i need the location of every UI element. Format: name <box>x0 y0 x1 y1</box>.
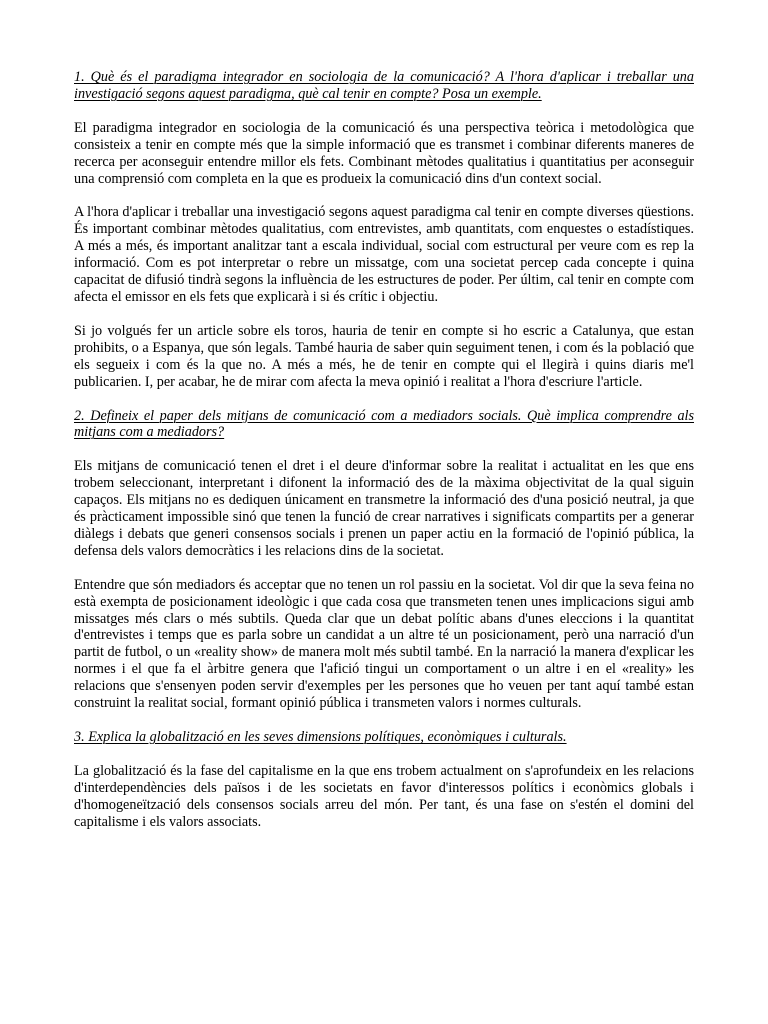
answer-1-paragraph-2: A l'hora d'aplicar i treballar una investigació segons aquest paradigma cal tenir en compte diverses qüestions. És important combinar mètodes qualitatius, com entrevistes, amb quantitats, com enquestes o estadístiques. A més a més, és important analitzar tant a escala individual, social com estructural per veure com es rep la informació. Com es pot interpretar o rebre un missatge, com una societat percep cada concepte i quina capacitat de difusió tindrà segons la influència de les estructures de poder. Per últim, cal tenir en compte com afecta el emissor en els fets que explicarà i si és crític i objectiu. <box>74 204 694 305</box>
question-2-heading: 2. Defineix el paper dels mitjans de comunicació com a mediadors socials. Què implica comprendre als mitjans com a mediadors? <box>74 407 694 441</box>
answer-2-paragraph-2: Entendre que són mediadors és acceptar que no tenen un rol passiu en la societat. Vol dir que la seva feina no està exempta de posicionament ideològic i que cada cosa que transmeten tenen unes implicacions sigui amb missatges més clars o més subtils. Queda clar que un debat polític abans d'unes eleccions i la quantitat d'entrevistes i temps que es parla sobre un candidat a un altre té un posicionament, però una narració d'un partit de futbol, o un «reality show» de manera molt més subtil també. En la narració la manera d'explicar les normes i el que fa el àrbitre genera que l'afició tingui un comportament o un altre i en el «reality» les relacions que s'ensenyen poden servir d'exemples per les persones que ho veuen per tant aquí també estan construint la realitat social, formant opinió pública i transmeten valors i normes culturals. <box>74 576 694 712</box>
answer-1-paragraph-3: Si jo volgués fer un article sobre els toros, hauria de tenir en compte si ho escric a Catalunya, que estan prohibits, o a Espanya, que són legals. També hauria de saber quin seguiment tenen, i com és la població que els segueix i com és la que no. A més a més, he de tenir en compte qui el llegirà i quins diaris me'l publicarien. I, per acabar, he de mirar com afecta la meva opinió i realitat a l'hora d'escriure l'article. <box>74 322 694 390</box>
document-page <box>74 69 694 848</box>
answer-2-paragraph-1: Els mitjans de comunicació tenen el dret i el deure d'informar sobre la realitat i actualitat en les que ens trobem seleccionant, interpretant i difonent la informació des de la màxima objectivitat de la qual siguin capaços. Els mitjans no es dediquen únicament en transmetre la informació des d'una posició neutral, ja que és pràcticament impossible sinó que tenen la funció de crear narratives i significats compartits per a generar diàlegs i debats que generi consensos socials i prenen un paper actiu en la formació de l'opinió pública, la defensa dels valors democràtics i les relacions dins de la societat. <box>74 458 694 559</box>
answer-1-paragraph-1: El paradigma integrador en sociologia de la comunicació és una perspectiva teòrica i metodològica que consisteix a tenir en compte més que la simple informació que es transmet i combinar diferents maneres de recerca per aconseguir entendre millor els fets. Combinant mètodes qualitatius i quantitatius per aconseguir una comprensió com completa en la que es produeix la comunicació dins d'un context social. <box>74 119 694 187</box>
question-3-heading: 3. Explica la globalització en les seves dimensions polítiques, econòmiques i culturals. <box>74 729 567 745</box>
answer-3-paragraph-1: La globalització és la fase del capitalisme en la que ens trobem actualment on s'aprofundeix en les relacions d'interdependències dels països i de les societats en favor d'interessos polítics i econòmics globals i d'homogeneïtzació dels consensos socials arreu del món. Per tant, és una fase on s'estén el domini del capitalisme i els valors associats. <box>74 762 694 830</box>
question-1-heading: 1. Què és el paradigma integrador en sociologia de la comunicació? A l'hora d'aplicar i treballar una investigació segons aquest paradigma, què cal tenir en compte? Posa un exemple. <box>74 69 694 102</box>
